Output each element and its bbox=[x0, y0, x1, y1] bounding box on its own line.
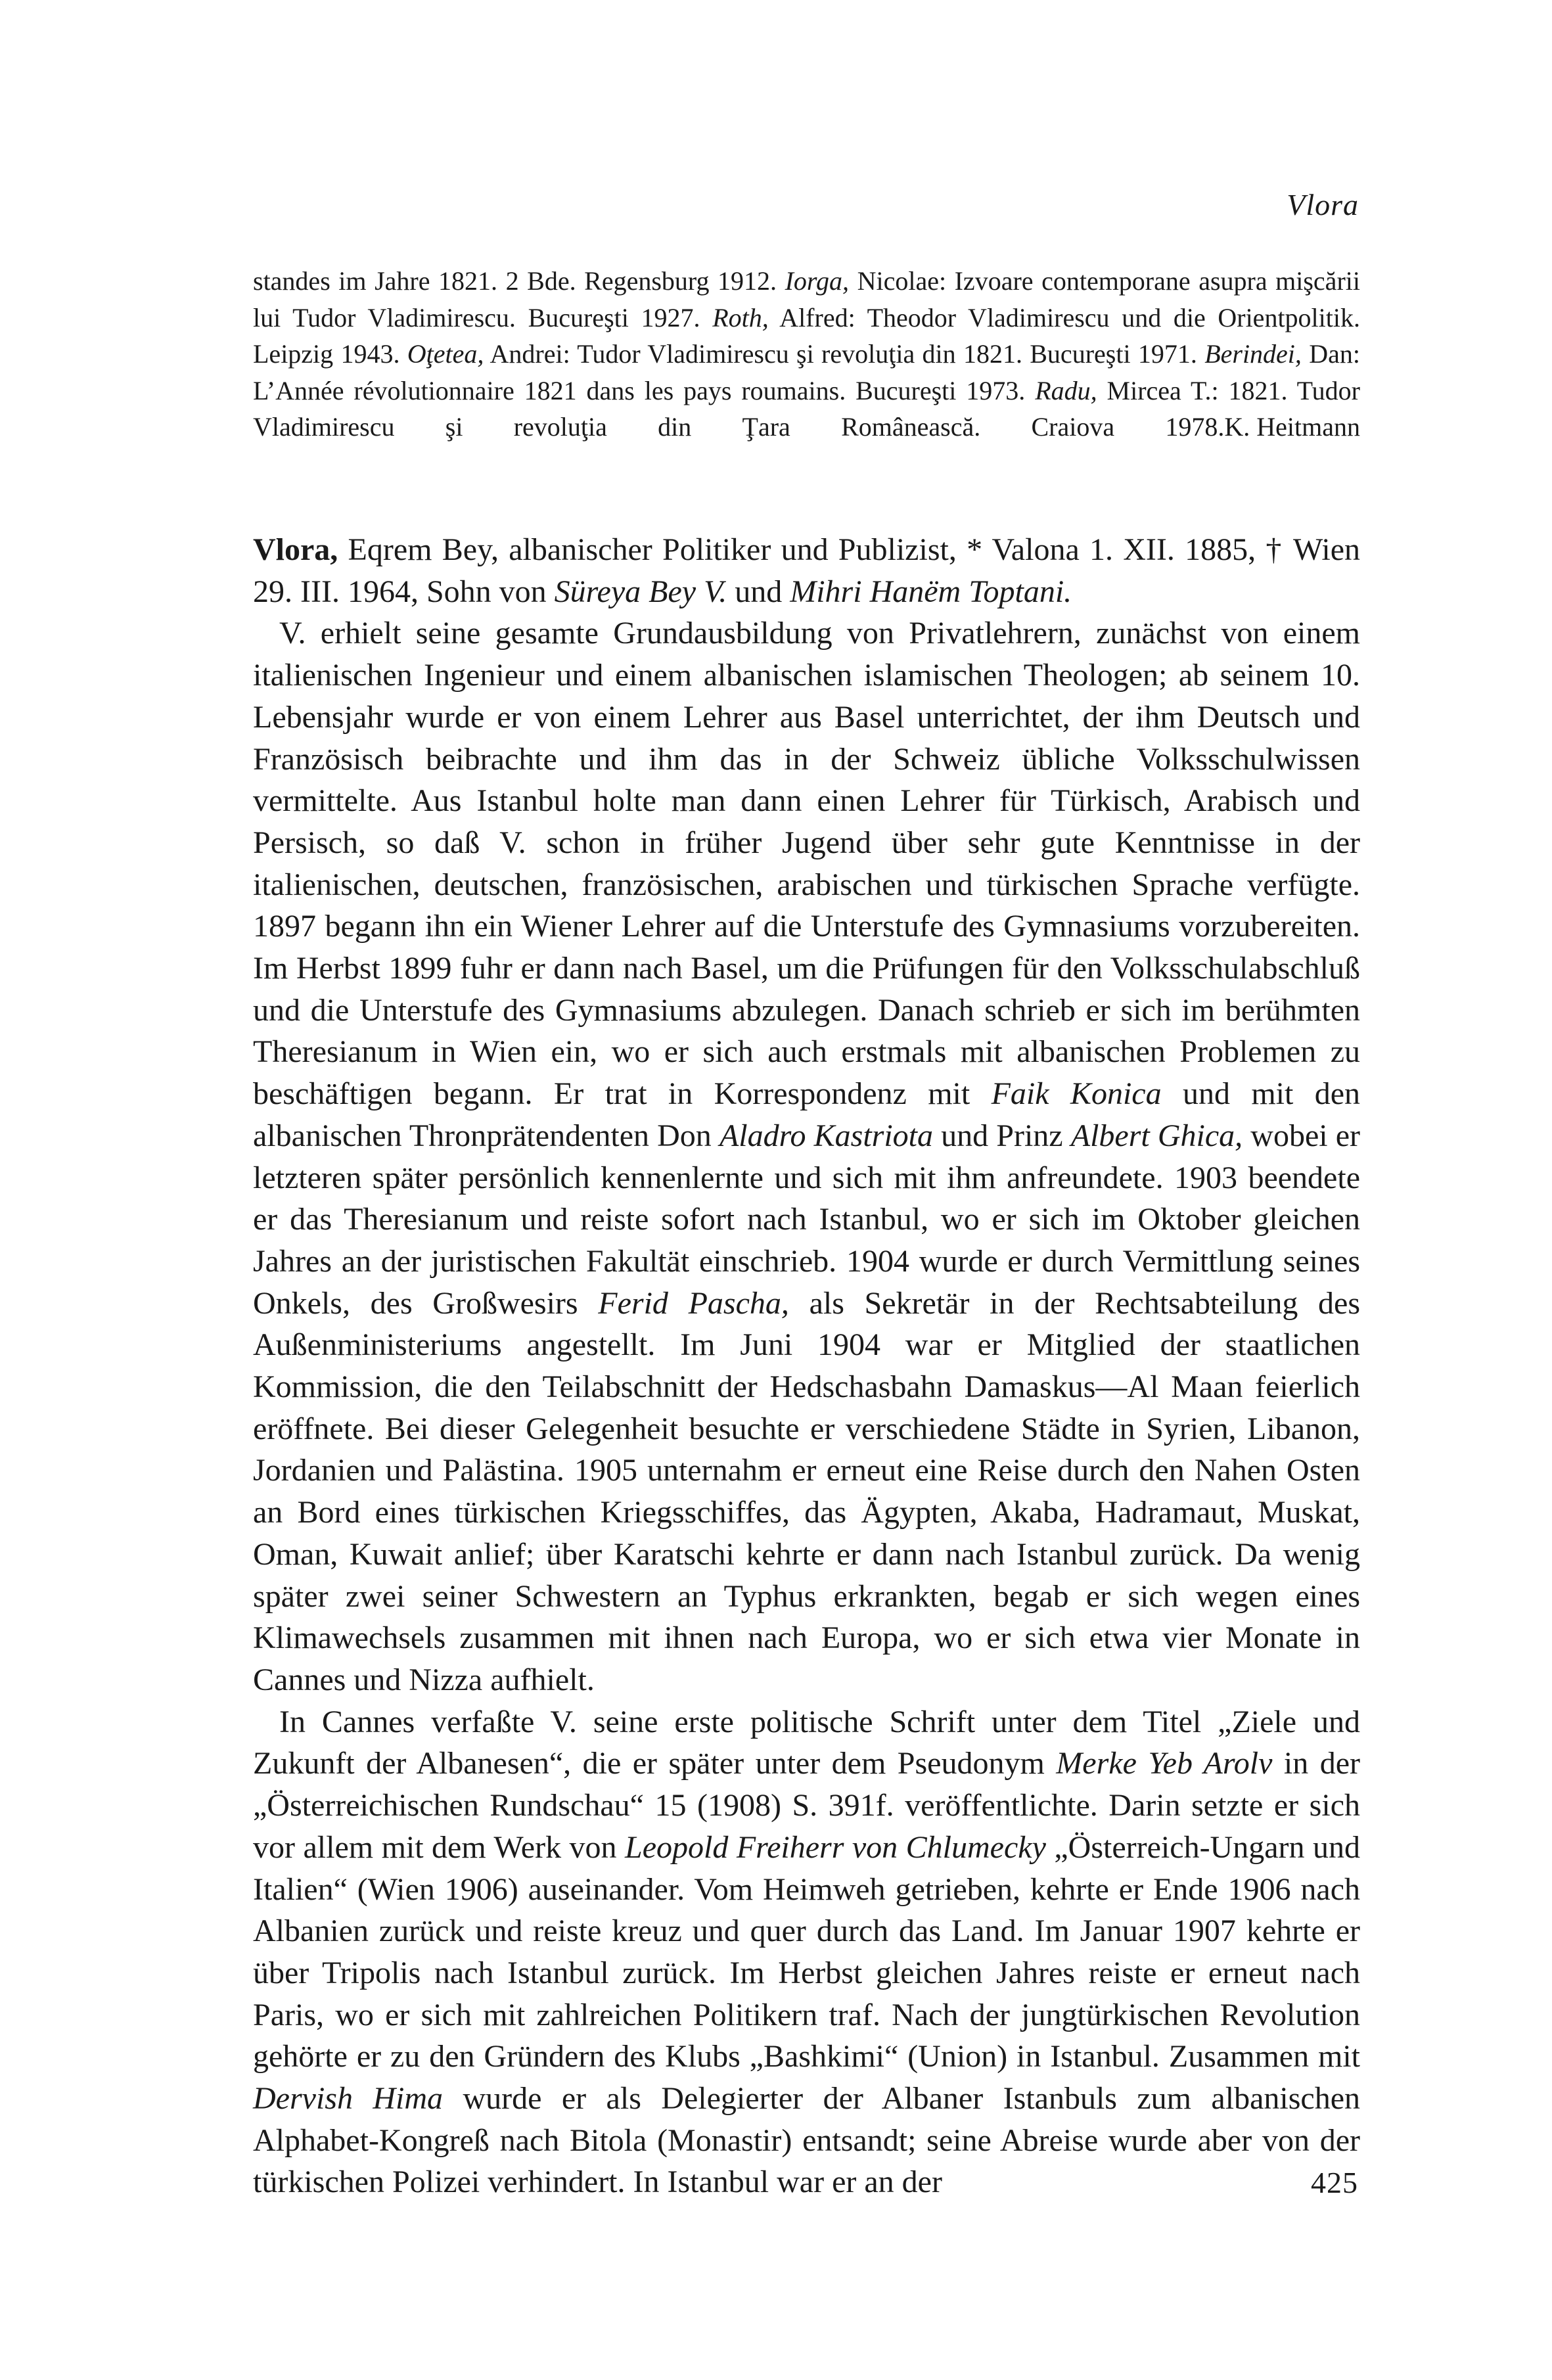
article-text: und Prinz bbox=[933, 1118, 1071, 1153]
article-paragraph-1 bbox=[253, 612, 1360, 1701]
bib-text: Nicolae: Izvoare contemporane asupra mişcării lui Tudor Vladimirescu. Bucureşti 1927. bbox=[253, 266, 1360, 332]
page-number: 425 bbox=[1311, 2166, 1358, 2199]
person-name: Leopold Freiherr von Chlumecky bbox=[625, 1829, 1046, 1865]
article-text: und bbox=[727, 574, 790, 609]
article-text: In Cannes verfaßte V. seine erste politische Schrift unter dem Titel „Ziele und Zukunft der Albanesen“, die er später unter dem Pseudonym bbox=[253, 1704, 1360, 1781]
bib-author-name: Berindei, bbox=[1204, 339, 1302, 369]
bib-author-name: Oţetea, bbox=[407, 339, 484, 369]
bib-author-name: Radu, bbox=[1035, 375, 1097, 405]
article-text: wurde er als Delegierter der Albaner Istanbuls zum albanischen Alphabet-Kongreß nach Bitola (Monastir) entsandt; seine Abreise wurde aber von der türkischen Polizei verhindert. In Istanbul war er an der bbox=[253, 2081, 1361, 2200]
person-name: Mihri Hanëm Toptani. bbox=[790, 574, 1072, 609]
article-paragraph-2 bbox=[253, 1701, 1360, 2203]
article-author-signature: K. Heitmann bbox=[1224, 412, 1360, 442]
article-text: V. erhielt seine gesamte Grundausbildung von Privatlehrern, zunächst von einem italienischen Ingenieur und einem albanischen islamischen Theologen; ab seinem 10. Lebensjahr wurde er von einem Lehrer aus Basel unterrichtet, der ihm Deutsch und Französisch beibrachte und ihm das in der Schweiz übliche Volksschulwissen vermittelte. Aus Istanbul holte man dann einen Lehrer für Türkisch, Arabisch und Persisch, so daß V. schon in früher Jugend über sehr gute Kenntnisse in der italienischen, deutschen, französischen, arabischen und türkischen Sprache verfügte. 1897 begann ihn ein Wiener Lehrer auf die Unterstufe des Gymnasiums vorzubereiten. Im Herbst 1899 fuhr er dann nach Basel, um die Prüfungen für den Volksschulabschluß und die Unterstufe des Gymnasiums abzulegen. Danach schrieb er sich im berühmten Theresianum in Wien ein, wo er sich auch erstmals mit albanischen Problemen zu beschäftigen begann. Er trat in Korrespondenz mit bbox=[253, 616, 1360, 1112]
bib-text: Alfred: Theodor Vladimirescu und die Orientpolitik. Leipzig 1943. bbox=[253, 302, 1361, 369]
article-text: wobei er letzteren später persönlich kennenlernte und sich mit ihm anfreundete. 1903 beendete er das Theresianum und reiste sofort nach Istanbul, wo er sich im Oktober gleichen Jahres an der juristischen Fakultät einschrieb. 1904 wurde er durch Vermittlung seines Onkels, des Großwesirs bbox=[253, 1118, 1361, 1321]
person-name: Süreya Bey V. bbox=[554, 574, 727, 609]
article-intro bbox=[253, 529, 1360, 612]
article-text: in der „Österreichischen Rundschau“ 15 (1908) S. 391f. veröffentlichte. Darin setzte er sich vor allem mit dem Werk von bbox=[253, 1746, 1361, 1865]
article-headword: Vlora, bbox=[253, 532, 338, 567]
article-text: Eqrem Bey, albanischer Politiker und Publizist, * Valona 1. XII. 1885, † Wien 29. III. 1964, Sohn von bbox=[253, 532, 1360, 609]
bibliography-paragraph bbox=[253, 263, 1360, 446]
article-block bbox=[253, 529, 1360, 2203]
person-name: Ferid Pascha, bbox=[598, 1285, 789, 1321]
person-name: Faik Konica bbox=[991, 1076, 1162, 1112]
person-name: Dervish Hima bbox=[253, 2081, 444, 2117]
person-name: Albert Ghica, bbox=[1070, 1118, 1243, 1153]
bib-text: Dan: L’Année révolutionnaire 1821 dans les pays roumains. Bucureşti 1973. bbox=[253, 339, 1360, 405]
running-header: Vlora bbox=[1287, 188, 1359, 221]
article-text: als Sekretär in der Rechtsabteilung des Außenministeriums angestellt. Im Juni 1904 war er Mitglied der staatlichen Kommission, die den Teilabschnitt der Hedschasbahn Damaskus—Al Maan feierlich eröffnete. Bei dieser Gelegenheit besuchte er verschiedene Städte in Syrien, Libanon, Jordanien und Palästina. 1905 unternahm er erneut eine Reise durch den Nahen Osten an Bord eines türkischen Kriegsschiffes, das Ägypten, Akaba, Hadramaut, Muskat, Oman, Kuwait anlief; über Karatschi kehrte er dann nach Istanbul zurück. Da wenig später zwei seiner Schwestern an Typhus erkrankten, begab er sich wegen eines Klimawechsels zusammen mit ihnen nach Europa, wo er sich etwa vier Monate in Cannes und Nizza aufhielt. bbox=[253, 1285, 1361, 1697]
bib-text: Mircea T.: 1821. Tudor Vladimirescu şi revoluţia din Ţara Românească. Craiova 1978. bbox=[253, 375, 1360, 442]
bib-text: standes im Jahre 1821. 2 Bde. Regensburg 1912. bbox=[253, 266, 785, 296]
bibliography-block bbox=[253, 263, 1360, 446]
person-name: Aladro Kastriota bbox=[719, 1118, 934, 1153]
person-name: Merke Yeb Arolv bbox=[1056, 1746, 1273, 1781]
article-text: „Österreich-Ungarn und Italien“ (Wien 1906) auseinander. Vom Heimweh getrieben, kehrte er Ende 1906 nach Albanien zurück und reiste kreuz und quer durch das Land. Im Januar 1907 kehrte er über Tripolis nach Istanbul zurück. Im Herbst gleichen Jahres reiste er erneut nach Paris, wo er sich mit zahlreichen Politikern traf. Nach der jungtürkischen Revolution gehörte er zu den Gründern des Klubs „Bashkimi“ (Union) in Istanbul. Zusammen mit bbox=[253, 1829, 1360, 2074]
article-text: und mit den albanischen Thronprätendenten Don bbox=[253, 1076, 1361, 1153]
bib-author-name: Roth, bbox=[712, 302, 769, 332]
bib-text: Andrei: Tudor Vladimirescu şi revoluţia din 1821. Bucureşti 1971. bbox=[484, 339, 1205, 369]
bib-author-name: Iorga, bbox=[785, 266, 850, 296]
